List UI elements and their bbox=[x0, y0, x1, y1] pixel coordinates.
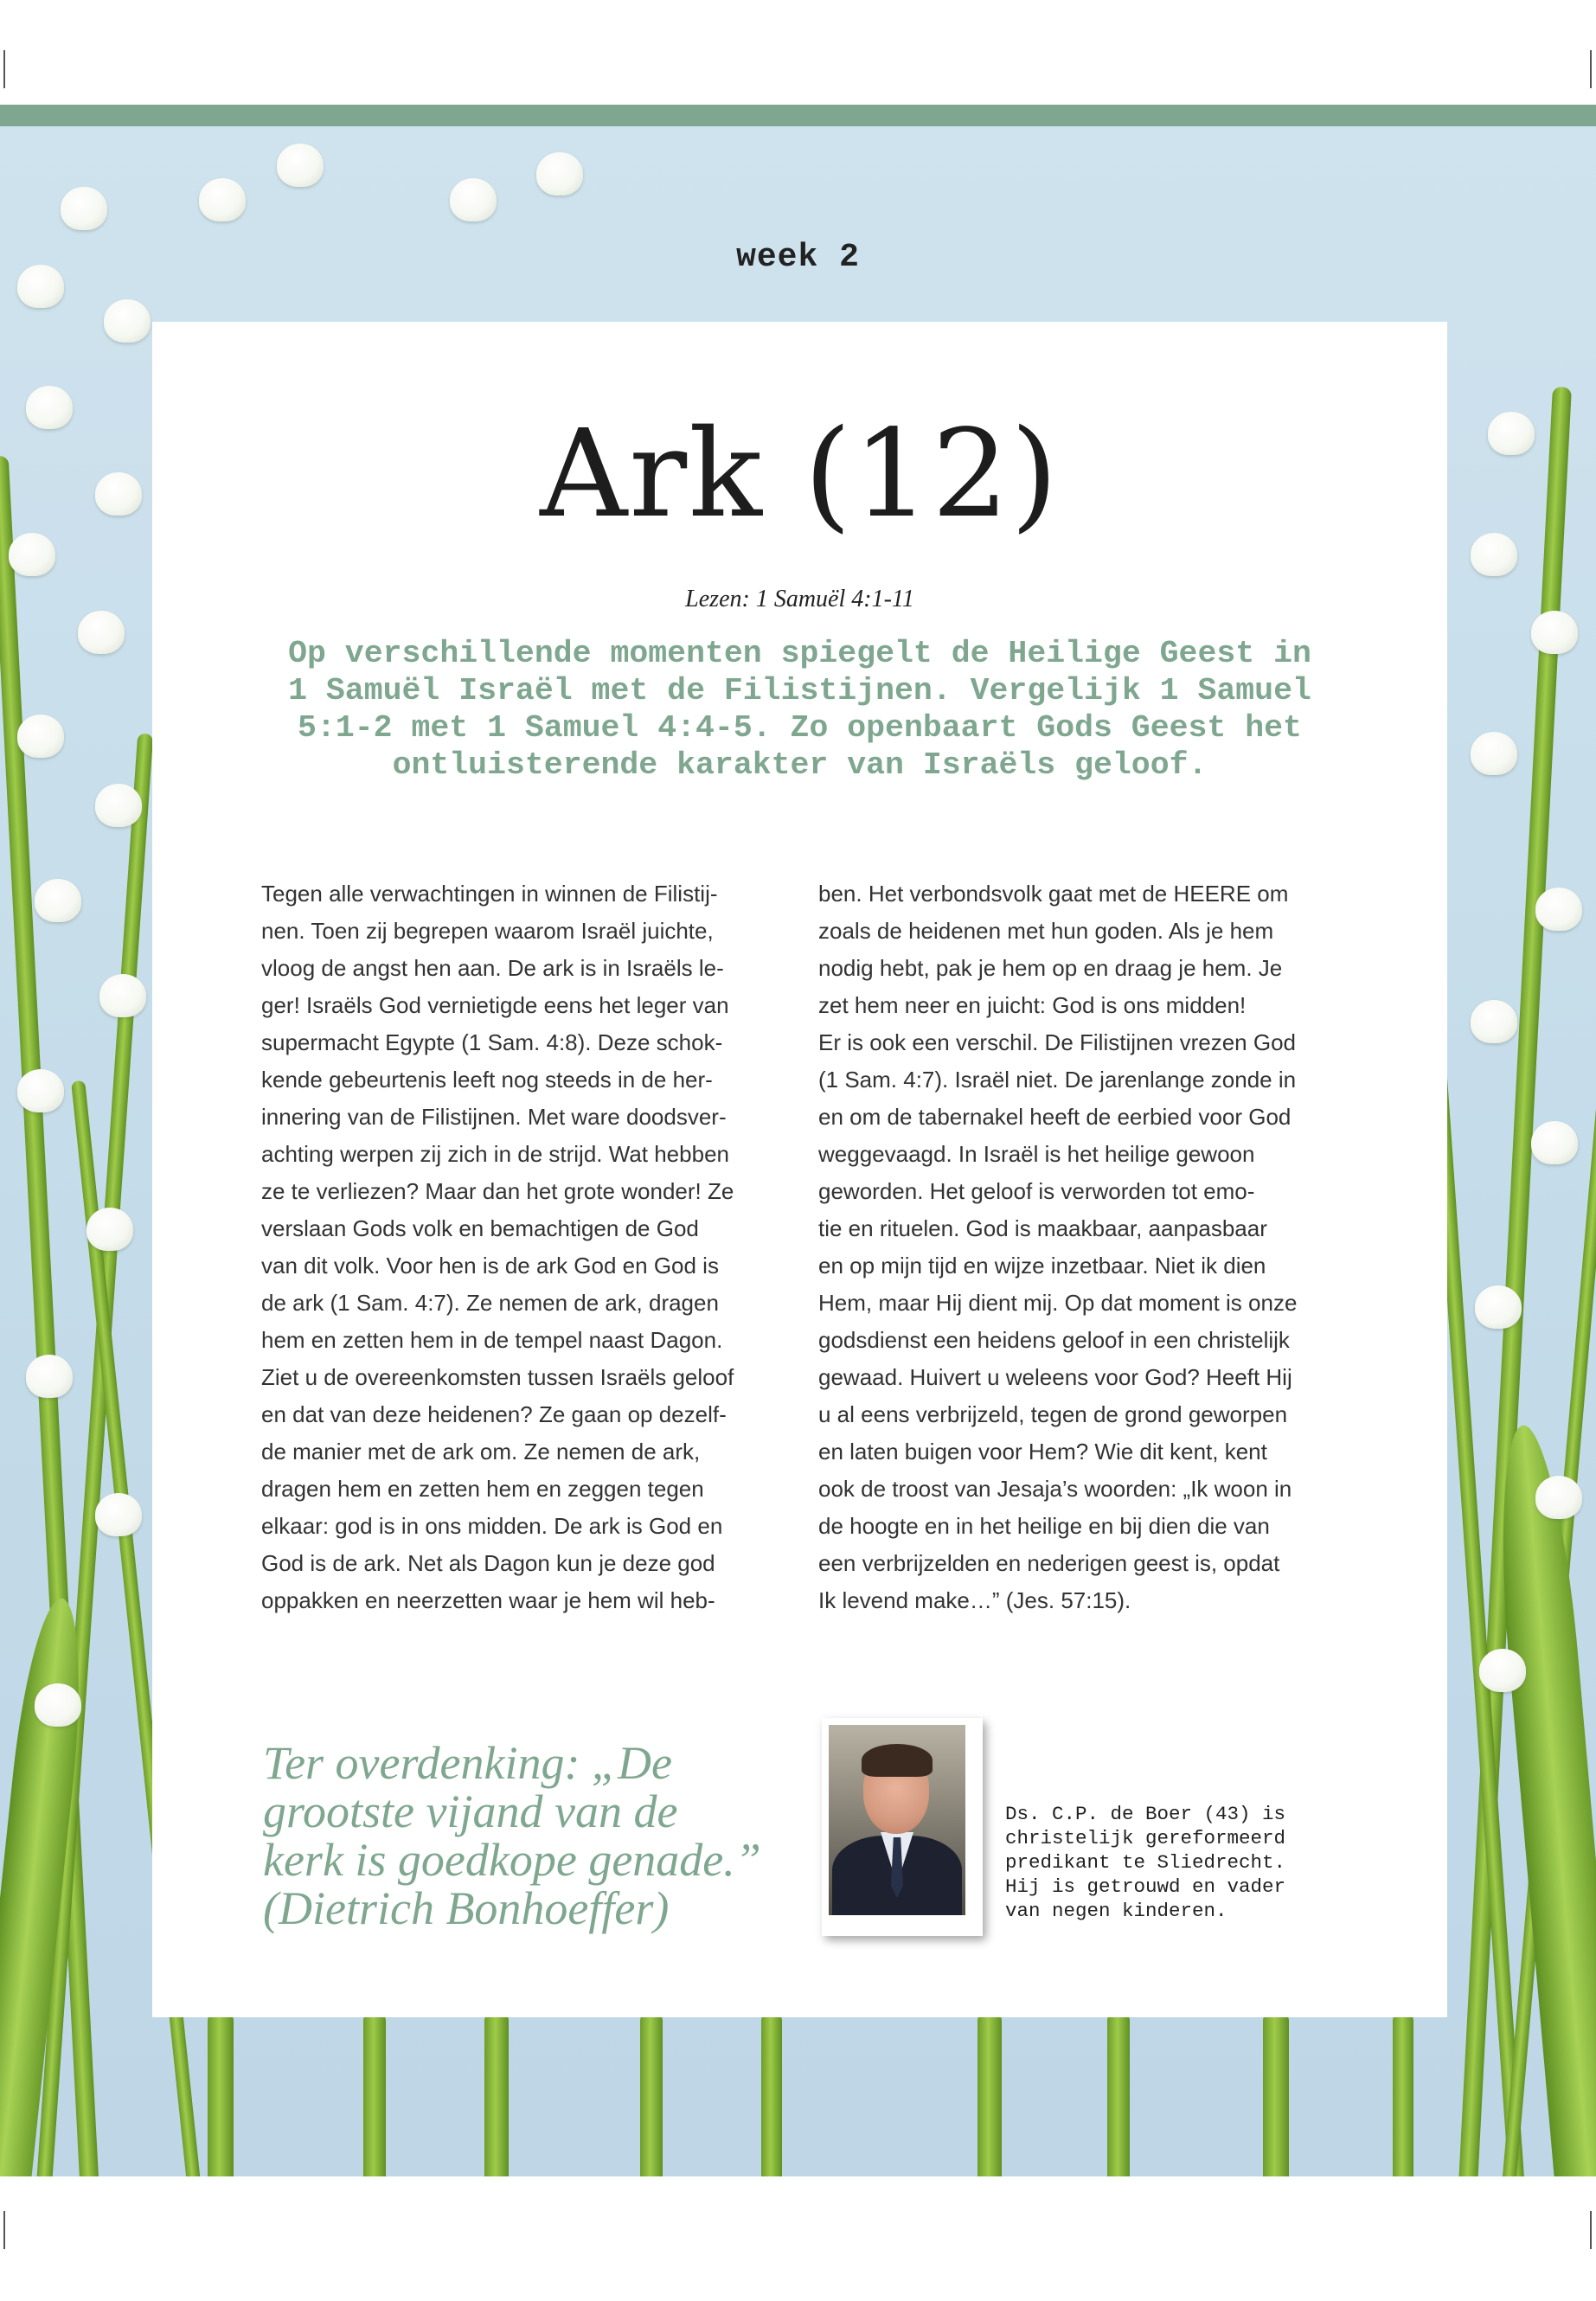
body-line: een verbrijzelden en nederigen geest is, opdat bbox=[818, 1550, 1280, 1576]
body-line: weggevaagd. In Israël is het heilige gewoon bbox=[818, 1141, 1255, 1167]
body-line: ook de troost van Jesaja’s woorden: „Ik woon in bbox=[818, 1476, 1292, 1502]
body-line: dragen hem en zetten hem en zeggen tegen bbox=[261, 1476, 704, 1502]
flower-bell bbox=[536, 152, 583, 195]
flower-bell bbox=[95, 472, 142, 516]
flower-bell bbox=[9, 533, 55, 576]
body-line: geworden. Het geloof is verworden tot emo- bbox=[818, 1178, 1255, 1204]
quote-line: grootste vijand van de bbox=[263, 1785, 678, 1837]
body-line: achting werpen zij zich in de strijd. Wat hebben bbox=[261, 1141, 729, 1167]
flower-bell bbox=[95, 1493, 142, 1536]
body-line: de hoogte en in het heilige en bij dien die van bbox=[818, 1513, 1270, 1539]
quote-line: kerk is goedkope genade.” bbox=[263, 1834, 761, 1886]
body-line: (1 Sam. 4:7). Israël niet. De jarenlange zonde in bbox=[818, 1067, 1297, 1093]
body-line: godsdienst een heidens geloof in een christelijk bbox=[818, 1327, 1290, 1353]
intro-text bbox=[265, 635, 1335, 784]
body-column-1 bbox=[261, 875, 789, 1619]
flower-bell bbox=[17, 715, 64, 758]
quote-line: Ter overdenking: „De bbox=[263, 1737, 672, 1789]
body-line: van dit volk. Voor hen is de ark God en God is bbox=[261, 1253, 719, 1279]
bio-line: predikant te Sliedrecht. bbox=[1005, 1851, 1286, 1874]
body-line: hem en zetten hem in de tempel naast Dagon. bbox=[261, 1327, 723, 1353]
flower-bell bbox=[87, 1208, 133, 1251]
flower-bell bbox=[450, 178, 497, 221]
body-line: Ziet u de overeenkomsten tussen Israëls geloof bbox=[261, 1364, 734, 1390]
author-bio bbox=[1005, 1802, 1334, 1923]
article-title: Ark (12) bbox=[540, 404, 1060, 545]
body-line: en om de tabernakel heeft de eerbied voor God bbox=[818, 1104, 1292, 1130]
flower-bell bbox=[95, 784, 142, 827]
flower-stem bbox=[208, 2012, 234, 2176]
flower-stem bbox=[977, 2012, 1002, 2176]
flower-bell bbox=[35, 879, 81, 922]
flower-bell bbox=[35, 1683, 81, 1727]
body-line: ger! Israëls God vernietigde eens het leger van bbox=[261, 992, 729, 1018]
body-line: innering van de Filistijnen. Met ware doodsver- bbox=[261, 1104, 727, 1130]
flower-stem bbox=[1107, 2012, 1130, 2176]
flower-bell bbox=[1471, 732, 1517, 775]
flower-bell bbox=[78, 611, 125, 654]
body-line: en dat van deze heidenen? Ze gaan op dezelf- bbox=[261, 1401, 727, 1427]
flower-bell bbox=[199, 178, 246, 221]
body-line: en op mijn tijd en wijze inzetbaar. Niet ik dien bbox=[818, 1253, 1266, 1279]
body-line: Ik levend make…” (Jes. 57:15). bbox=[818, 1587, 1131, 1613]
body-line: nen. Toen zij begrepen waarom Israël juichte, bbox=[261, 918, 714, 944]
body-line: elkaar: god is in ons midden. De ark is God en bbox=[261, 1513, 723, 1539]
body-line: God is de ark. Net als Dagon kun je deze god bbox=[261, 1550, 715, 1576]
flower-stem bbox=[1393, 2012, 1413, 2176]
body-line: verslaan Gods volk en bemachtigen de God bbox=[261, 1215, 699, 1241]
body-line: zoals de heidenen met hun goden. Als je hem bbox=[818, 918, 1274, 944]
flower-bell bbox=[1488, 412, 1535, 455]
body-line: de manier met de ark om. Ze nemen de ark, bbox=[261, 1439, 701, 1465]
quote-line: (Dietrich Bonhoeffer) bbox=[263, 1882, 670, 1934]
flower-bell bbox=[1535, 1476, 1582, 1519]
article-panel bbox=[152, 322, 1447, 2017]
crop-mark bbox=[1590, 50, 1592, 88]
intro-line: ontluisterende karakter van Israëls geloof. bbox=[392, 747, 1208, 783]
body-line: ben. Het verbondsvolk gaat met de HEERE om bbox=[818, 881, 1289, 907]
bio-line: van negen kinderen. bbox=[1005, 1900, 1227, 1922]
reflection-quote bbox=[263, 1737, 761, 1934]
flower-stem bbox=[761, 2012, 782, 2176]
author-portrait bbox=[829, 1725, 965, 1915]
body-line: nodig hebt, pak je hem op en draag je hem. Je bbox=[818, 955, 1283, 981]
flower-bell bbox=[1531, 1121, 1578, 1164]
body-line: u al eens verbrijzeld, tegen de grond geworpen bbox=[818, 1401, 1288, 1427]
bio-line: christelijk gereformeerd bbox=[1005, 1827, 1286, 1849]
reading-reference: Lezen: 1 Samuël 4:1-11 bbox=[685, 586, 914, 612]
portrait-hair bbox=[862, 1744, 933, 1777]
flower-bell bbox=[26, 1355, 73, 1398]
body-line: Hem, maar Hij dient mij. Op dat moment is onze bbox=[818, 1290, 1298, 1316]
flower-bell bbox=[277, 144, 324, 187]
body-line: oppakken en neerzetten waar je hem wil heb- bbox=[261, 1587, 715, 1613]
body-line: de ark (1 Sam. 4:7). Ze nemen de ark, dragen bbox=[261, 1290, 719, 1316]
body-line: tie en rituelen. God is maakbaar, aanpasbaar bbox=[818, 1215, 1267, 1241]
flower-bell bbox=[1475, 1285, 1522, 1329]
body-line: en laten buigen voor Hem? Wie dit kent, kent bbox=[818, 1439, 1267, 1465]
flower-bell bbox=[1535, 888, 1582, 931]
flower-bell bbox=[61, 187, 107, 230]
intro-line: 5:1-2 met 1 Samuel 4:4-5. Zo openbaart Gods Geest het bbox=[298, 710, 1302, 746]
bio-line: Ds. C.P. de Boer (43) is bbox=[1005, 1803, 1286, 1825]
flower-bell bbox=[99, 974, 146, 1017]
intro-line: 1 Samuël Israël met de Filistijnen. Vergelijk 1 Samuel bbox=[288, 673, 1311, 708]
body-line: vloog de angst hen aan. De ark is in Israëls le- bbox=[261, 955, 724, 981]
body-column-2 bbox=[818, 875, 1346, 1619]
intro-line: Op verschillende momenten spiegelt de Heilige Geest in bbox=[288, 636, 1311, 671]
body-line: gewaad. Huivert u weleens voor God? Heeft Hij bbox=[818, 1364, 1292, 1390]
flower-bell bbox=[26, 386, 73, 429]
crop-mark bbox=[1590, 2211, 1592, 2249]
week-label: week 2 bbox=[736, 239, 860, 276]
flower-bell bbox=[1479, 1649, 1526, 1692]
top-color-band bbox=[0, 105, 1596, 126]
body-line: kende gebeurtenis leeft nog steeds in de her- bbox=[261, 1067, 713, 1093]
flower-bell bbox=[1531, 611, 1578, 654]
flower-bell bbox=[1471, 533, 1517, 576]
flower-bell bbox=[1471, 1000, 1517, 1043]
body-line: Er is ook een verschil. De Filistijnen vrezen God bbox=[818, 1029, 1297, 1055]
crop-mark bbox=[3, 50, 5, 88]
flower-stem bbox=[640, 2012, 663, 2176]
body-line: zet hem neer en juicht: God is ons midden! bbox=[818, 992, 1247, 1018]
flower-bell bbox=[17, 1069, 64, 1112]
bio-line: Hij is getrouwd en vader bbox=[1005, 1875, 1286, 1898]
body-line: ze te verliezen? Maar dan het grote wonder! Ze bbox=[261, 1178, 734, 1204]
crop-mark bbox=[3, 2211, 5, 2249]
flower-bell bbox=[104, 299, 151, 343]
flower-stem bbox=[1263, 2012, 1289, 2176]
body-line: supermacht Egypte (1 Sam. 4:8). Deze schok- bbox=[261, 1029, 723, 1055]
body-line: Tegen alle verwachtingen in winnen de Filistij- bbox=[261, 881, 718, 907]
flower-stem bbox=[363, 2012, 386, 2176]
flower-stem bbox=[484, 2012, 509, 2176]
author-photo bbox=[822, 1718, 983, 1936]
